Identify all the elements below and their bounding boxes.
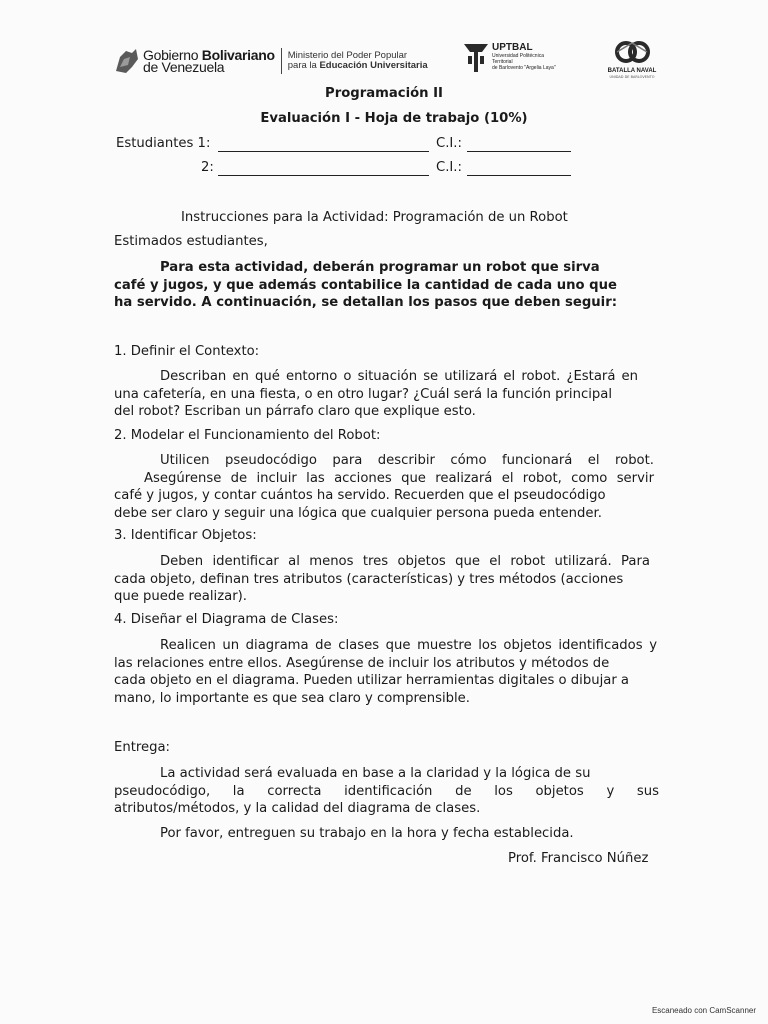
step-2-line: café y jugos, y contar cuántos ha servido. Recuerden que el pseudocódigo [114,488,606,503]
step-4-line: las relaciones entre ellos. Asegúrense de incluir los atributos y métodos de [114,655,610,671]
ministerio-text [288,51,428,72]
divider [281,48,282,74]
intro-bold-line: Para esta actividad, deberán programar un robot que sirva [160,260,600,275]
signature: Prof. Francisco Núñez [508,851,649,866]
step-1-line: una cafetería, en una fiesta, o en otro lugar? ¿Cuál será la función principal [114,386,612,402]
step-2-line: Utilicen pseudocódigo para describir cómo funcionará el robot. [160,453,654,468]
delivery-line: La actividad será evaluada en base a la claridad y la lógica de su [160,766,591,781]
batalla-naval-subtext: UNIDAD DE BARLOVENTO [609,75,655,79]
step-4-heading: 4. Diseñar el Diagrama de Clases: [114,612,339,627]
step-4-line: mano, lo importante es que sea claro y comprensible. [114,690,470,706]
batalla-naval-text: BATALLA NAVAL [607,68,657,74]
intro-bold-line: café y jugos, y que además contabilice la cantidad de cada uno que [114,277,617,293]
intro-bold-line: ha servido. A continuación, se detallan los pasos que deben seguir: [114,295,617,310]
delivery-body [114,765,659,818]
step-3-line: cada objeto, definan tres atributos (características) y tres métodos (acciones [114,571,624,587]
batalla-naval-emblem-icon [612,40,652,64]
step-3-line: que puede realizar). [114,589,247,604]
course-title: Programación II [325,86,443,101]
step-3-heading: 3. Identificar Objetos: [114,528,257,543]
gobierno-logo [114,43,428,79]
delivery-heading: Entrega: [114,740,171,755]
venezuela-text: de Venezuela [143,59,225,75]
uptbal-line2: de Barlovento "Argelia Laya" [492,65,556,71]
camscanner-watermark: Escaneado con CamScanner [651,1006,756,1015]
batalla-naval-logo [604,40,660,79]
student-1-ci-label: C.I.: [436,136,462,151]
student-2-ci-field[interactable] [467,163,571,176]
uptbal-line1: Universidad Politécnica Territorial [492,53,544,65]
step-4-line: cada objeto en el diagrama. Pueden utilizar herramientas digitales o dibujar a [114,673,630,688]
student-1-name-field[interactable] [218,139,429,152]
delivery-line: pseudocódigo, la correcta identificación de los objetos y sus [114,783,659,799]
ministerio-line2-a: para la [287,60,320,71]
step-2-heading: 2. Modelar el Funcionamiento del Robot: [114,428,381,443]
student-1-label: Estudiantes 1: [116,136,211,151]
step-4-line: Realicen un diagrama de clases que muestre los objetos identificados y [160,638,657,653]
greeting: Estimados estudiantes, [114,234,268,249]
intro-bold-paragraph [114,259,644,312]
step-1-heading: 1. Definir el Contexto: [114,344,260,359]
uptbal-name: UPTBAL [492,42,533,53]
student-1-ci-field[interactable] [467,139,571,152]
student-2-ci-label: C.I.: [436,160,462,175]
step-2-body [114,452,654,522]
bolivariano-text: Bolivariano [201,47,275,63]
uptbal-emblem-icon [462,42,490,74]
venezuela-map-icon [114,47,140,75]
step-3-line: Deben identificar al menos tres objetos que el robot utilizará. Para [160,554,650,569]
step-4-body [114,637,657,707]
student-2-name-field[interactable] [218,163,429,176]
delivery-line: atributos/métodos, y la calidad del diagrama de clases. [114,801,481,816]
ministerio-line1: Ministerio del Poder Popular [287,49,408,61]
step-3-body [114,553,650,606]
step-1-body [114,368,638,421]
ministerio-line2-b: Educación Universitaria [319,60,428,71]
student-2-label: 2: [201,160,214,175]
closing-text: Por favor, entreguen su trabajo en la hora y fecha establecida. [160,826,574,841]
step-1-line: Describan en qué entorno o situación se utilizará el robot. ¿Estará en [160,369,638,384]
gobierno-text: Gobierno [143,47,202,63]
evaluation-title: Evaluación I - Hoja de trabajo (10%) [260,111,528,126]
step-1-line: del robot? Escriban un párrafo claro que explique esto. [114,404,476,419]
step-2-line: Asegúrense de incluir las acciones que realizará el robot, como servir [144,470,654,486]
uptbal-logo [462,42,564,74]
step-2-line: debe ser claro y seguir una lógica que cualquier persona pueda entender. [114,505,602,521]
instructions-heading: Instrucciones para la Actividad: Programación de un Robot [181,210,568,225]
